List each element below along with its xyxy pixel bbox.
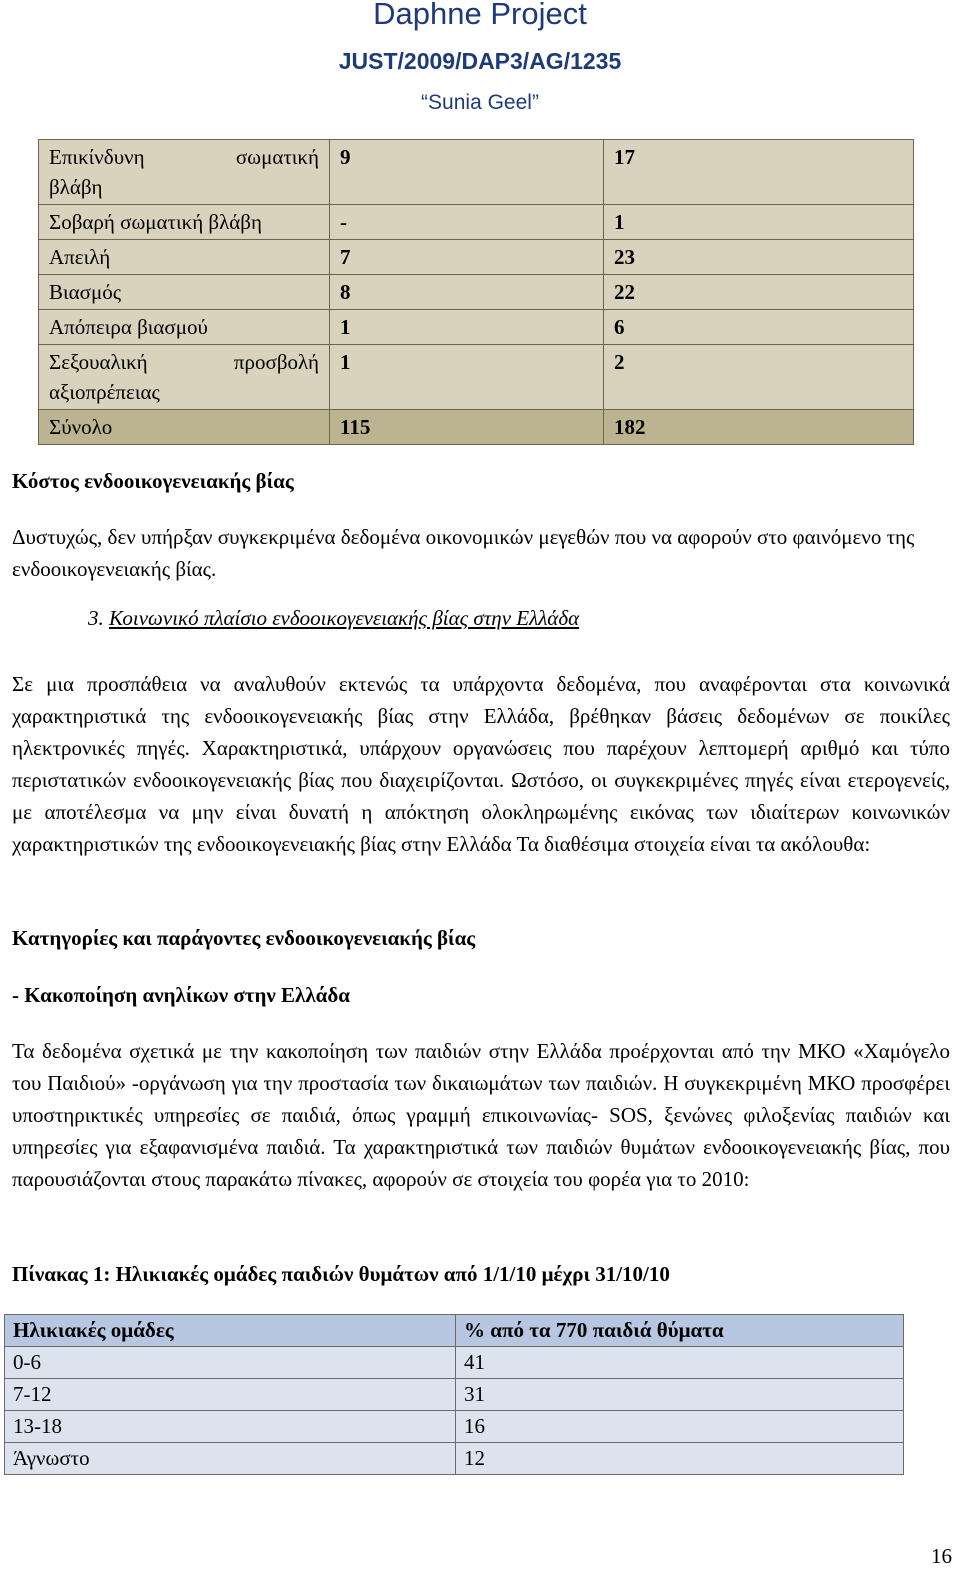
cost-heading: Κόστος ενδοοικογενειακής βίας	[12, 469, 294, 493]
row-value-2: 1	[604, 205, 914, 240]
table-row	[39, 310, 914, 345]
paragraph-social-context: Σε μια προσπάθεια να αναλυθούν εκτενώς τα υπάρχοντα δεδομένα, που αναφέρονται στα κοινωνικά χαρακτηριστικά της ενδοοικογενειακής βίας στην Ελλάδα, βρέθηκαν βάσεις δεδομένων σε ποικίλες ηλεκτρονικές πηγές. Χαρακτηριστικά, υπάρχουν οργανώσεις που παρέχουν λεπτομερή αριθμό και τύπο περιστατικών ενδοοικογενειακής βίας που διαχειρίζονται. Ωστόσο, οι συγκεκριμένες πηγές είναι ετερογενείς, με αποτέλεσμα να μην είναι δυνατή η απόκτηση ολοκληρωμένης εικόνας των ιδιαίτερων κοινωνικών χαρακτηριστικών της ενδοοικογενειακής βίας στην Ελλάδα Τα διαθέσιμα στοιχεία είναι τα ακόλουθα:	[12, 672, 950, 856]
table-row	[5, 1379, 904, 1411]
table-row	[39, 205, 914, 240]
age-group: 7-12	[5, 1379, 456, 1411]
table-header-row	[5, 1315, 904, 1347]
age-group: 13-18	[5, 1411, 456, 1443]
table-row	[5, 1411, 904, 1443]
row-value-2: 6	[604, 310, 914, 345]
page-number: 16	[931, 1544, 952, 1568]
section-number: 3.	[88, 606, 104, 630]
row-value-2: 182	[604, 410, 914, 445]
table-row	[39, 345, 914, 410]
table-row	[39, 240, 914, 275]
cost-text: Δυστυχώς, δεν υπήρξαν συγκεκριμένα δεδομένα οικονομικών μεγεθών που να αφορούν στο φαινόμενο της ενδοοικογενειακής βίας.	[12, 525, 915, 581]
row-label: Βιασμός	[39, 275, 330, 310]
section-title: Κοινωνικό πλαίσιο ενδοοικογενειακής βίας στην Ελλάδα	[109, 606, 580, 630]
column-header: Ηλικιακές ομάδες	[5, 1315, 456, 1347]
paragraph-child-abuse: Τα δεδομένα σχετικά με την κακοποίηση των παιδιών στην Ελλάδα προέρχονται από την ΜΚΟ «Χαμόγελο του Παιδιού» -οργάνωση για την προστασία των δικαιωμάτων των παιδιών. Η συγκεκριμένη ΜΚΟ προσφέρει υποστηρικτικές υπηρεσίες σε παιδιά, όπως γραμμή επικοινωνίας- SOS, ξενώνες φιλοξενίας παιδιών και υπηρεσίες για εξαφανισμένα παιδιά. Τα χαρακτηριστικά των παιδιών θυμάτων ενδοοικογενειακής βίας, που παρουσιάζονται στους παρακάτω πίνακες, αφορούν σε στοιχεία του φορέα για το 2010:	[12, 1039, 950, 1191]
project-title: Daphne Project	[373, 0, 587, 31]
row-label: Απόπειρα βιασμού	[39, 310, 330, 345]
row-value-2: 17	[604, 140, 914, 205]
row-label: Επικίνδυνη σωματική	[49, 145, 319, 169]
row-label-cont: βλάβη	[49, 175, 103, 199]
row-value-2: 23	[604, 240, 914, 275]
project-name: “Sunia Geel”	[421, 91, 539, 114]
row-label: Σοβαρή σωματική βλάβη	[39, 205, 330, 240]
table-caption: Πίνακας 1: Ηλικιακές ομάδες παιδιών θυμάτων από 1/1/10 μέχρι 31/10/10	[12, 1262, 670, 1286]
table-row	[5, 1443, 904, 1475]
row-value-1: 1	[330, 310, 604, 345]
age-groups-table	[4, 1314, 904, 1475]
row-label: Σύνολο	[39, 410, 330, 445]
row-value-1: -	[330, 205, 604, 240]
violence-types-table	[38, 139, 914, 445]
column-header: % από τα 770 παιδιά θύματα	[456, 1315, 904, 1347]
percentage: 41	[456, 1347, 904, 1379]
age-group: 0-6	[5, 1347, 456, 1379]
table-row-total	[39, 410, 914, 445]
percentage: 31	[456, 1379, 904, 1411]
row-value-1: 7	[330, 240, 604, 275]
row-label: Σεξουαλική προσβολή	[49, 350, 319, 374]
row-label-cont: αξιοπρέπειας	[49, 380, 160, 404]
percentage: 12	[456, 1443, 904, 1475]
table-row	[39, 140, 914, 205]
row-value-2: 22	[604, 275, 914, 310]
project-code: JUST/2009/DAP3/AG/1235	[338, 48, 622, 74]
row-value-1: 1	[330, 345, 604, 410]
row-value-1: 9	[330, 140, 604, 205]
table-row	[39, 275, 914, 310]
child-abuse-heading: - Κακοποίηση ανηλίκων στην Ελλάδα	[12, 983, 351, 1007]
row-label: Απειλή	[39, 240, 330, 275]
percentage: 16	[456, 1411, 904, 1443]
section-heading	[88, 606, 579, 631]
table-row	[5, 1347, 904, 1379]
row-value-1: 115	[330, 410, 604, 445]
row-value-1: 8	[330, 275, 604, 310]
row-value-2: 2	[604, 345, 914, 410]
categories-heading: Κατηγορίες και παράγοντες ενδοοικογενειακής βίας	[12, 926, 476, 950]
page-header	[0, 0, 960, 130]
age-group: Άγνωστο	[5, 1443, 456, 1475]
